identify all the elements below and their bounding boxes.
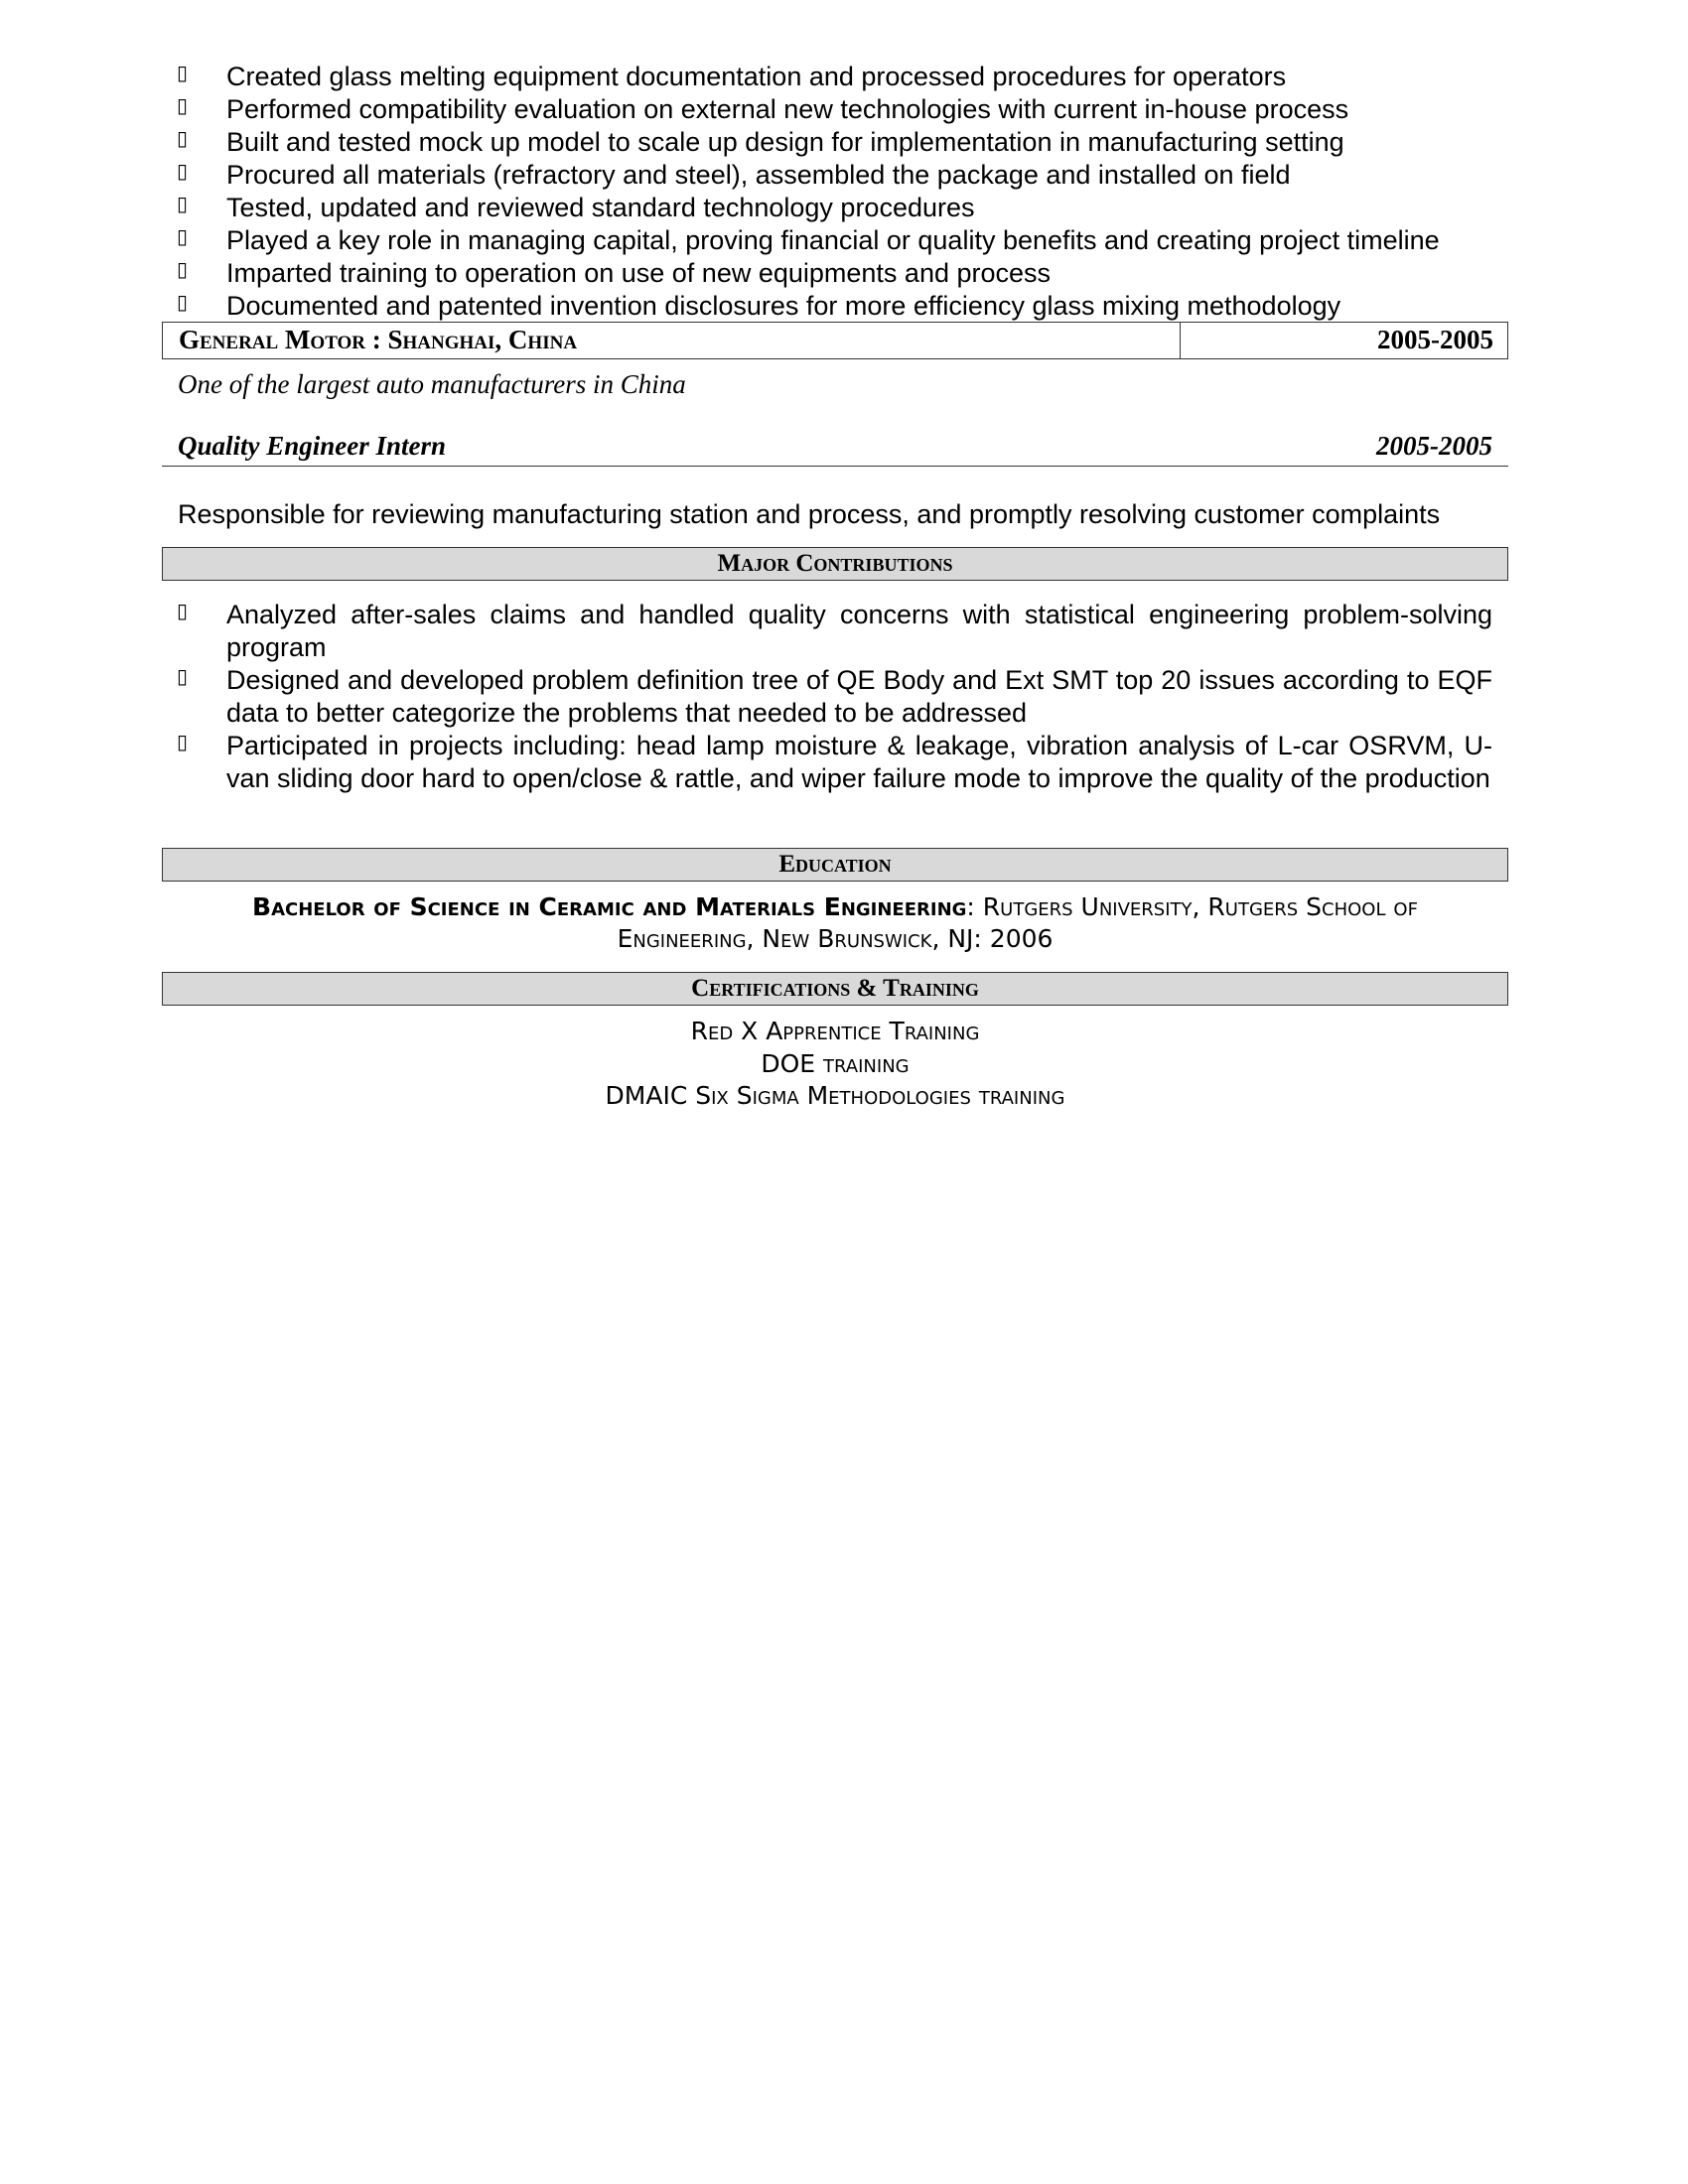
list-item: Documented and patented invention disclosures for more efficiency glass mixing methodology bbox=[226, 291, 1341, 321]
bullet-icon: ▯ bbox=[177, 192, 189, 215]
institution: : Rutgers University, Rutgers School of Engineering, New Brunswick, NJ: 2006 bbox=[617, 892, 1418, 953]
job-summary: Responsible for reviewing manufacturing station and process, and promptly resolving customer complaints bbox=[178, 499, 1441, 529]
certification-item: Red X Apprentice Training bbox=[690, 1017, 980, 1045]
section-heading-education: Education bbox=[162, 848, 1508, 882]
bullet-icon: ▯ bbox=[177, 257, 189, 281]
employer-description: One of the largest auto manufacturers in China bbox=[178, 369, 686, 399]
employer-dates: 2005-2005 bbox=[1377, 325, 1493, 354]
job-title-row bbox=[162, 431, 1508, 467]
list-item: Performed compatibility evaluation on external new technologies with current in-house process bbox=[226, 94, 1349, 124]
list-item: Imparted training to operation on use of new equipments and process bbox=[226, 258, 1052, 288]
bullet-icon: ▯ bbox=[177, 159, 189, 183]
section-heading-certifications: Certifications & Training bbox=[162, 972, 1508, 1006]
employer-header bbox=[162, 322, 1508, 359]
list-item: Tested, updated and reviewed standard technology procedures bbox=[226, 193, 975, 222]
job-dates: 2005-2005 bbox=[1376, 431, 1492, 461]
bullet-icon: ▯ bbox=[177, 126, 189, 150]
section-heading-contributions: Major Contributions bbox=[162, 547, 1508, 581]
bullet-icon: ▯ bbox=[177, 290, 189, 314]
list-item: Participated in projects including: head lamp moisture & leakage, vibration analysis of L-car OSRVM, U-van sliding door hard to open/close & rattle, and wiper failure mode to improve the quality of the production bbox=[226, 731, 1492, 793]
bullet-icon: ▯ bbox=[177, 61, 189, 84]
bullet-icon: ▯ bbox=[177, 664, 189, 688]
list-item: Played a key role in managing capital, proving financial or quality benefits and creating project timeline bbox=[226, 225, 1440, 255]
list-item: Designed and developed problem definition tree of QE Body and Ext SMT top 20 issues according to EQF data to better categorize the problems that needed to be addressed bbox=[226, 665, 1492, 728]
employer-name: General Motor : Shanghai, China bbox=[163, 323, 1181, 358]
bullet-icon: ▯ bbox=[177, 93, 189, 117]
degree: Bachelor of Science in Ceramic and Materials Engineering bbox=[252, 892, 967, 921]
education-entry bbox=[162, 891, 1508, 955]
job-title: Quality Engineer Intern bbox=[178, 431, 447, 461]
list-item: Built and tested mock up model to scale up design for implementation in manufacturing setting bbox=[226, 127, 1344, 157]
list-item: Analyzed after-sales claims and handled quality concerns with statistical engineering problem-solving program bbox=[226, 600, 1492, 662]
certification-item: DOE training bbox=[761, 1049, 910, 1078]
certification-item: DMAIC Six Sigma Methodologies training bbox=[605, 1081, 1065, 1110]
bullet-icon: ▯ bbox=[177, 224, 189, 248]
list-item: Procured all materials (refractory and steel), assembled the package and installed on field bbox=[226, 160, 1291, 190]
bullet-icon: ▯ bbox=[177, 599, 189, 622]
bullet-icon: ▯ bbox=[177, 730, 189, 753]
list-item: Created glass melting equipment documentation and processed procedures for operators bbox=[226, 62, 1287, 91]
